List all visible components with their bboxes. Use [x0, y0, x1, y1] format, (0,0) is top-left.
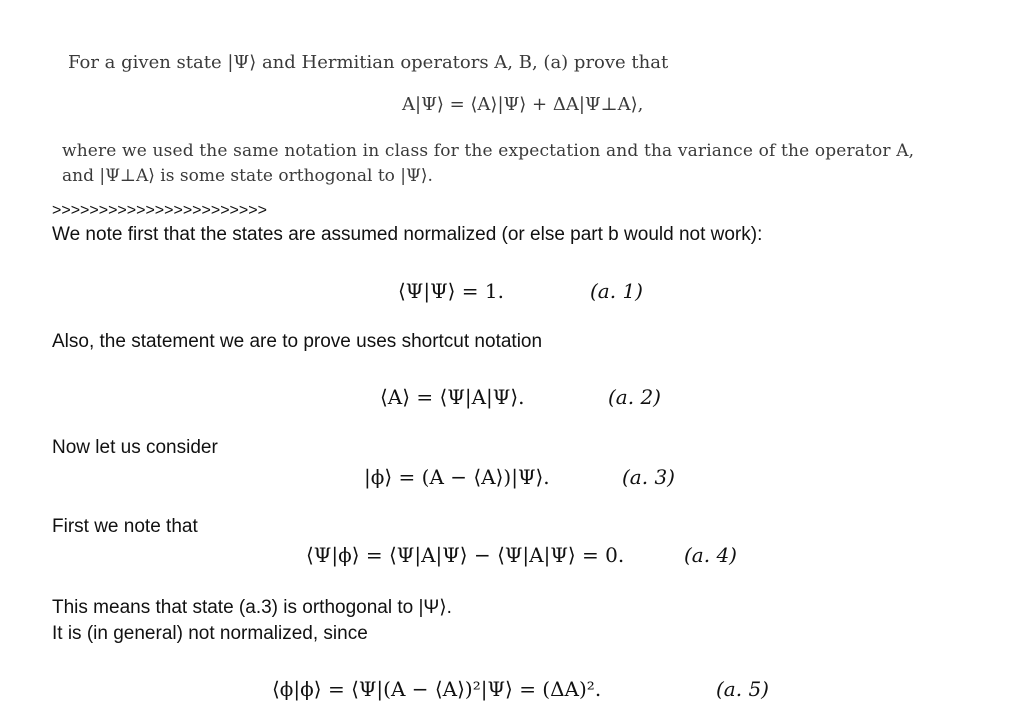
- note-normalized: We note first that the states are assumed normalized (or else part b would not work):: [52, 224, 763, 245]
- problem-where-line2: and |Ψ⊥A⟩ is some state orthogonal to |Ψ⟩.: [62, 166, 433, 186]
- equation-a5: ⟨ϕ|ϕ⟩ = ⟨Ψ|(A − ⟨A⟩)²|Ψ⟩ = (ΔA)².: [272, 677, 602, 701]
- problem-where-line1: where we used the same notation in class for the expectation and tha variance of the operator A,: [62, 141, 915, 161]
- label-a2: (a. 2): [608, 385, 661, 409]
- note-orthogonal: This means that state (a.3) is orthogonal to |Ψ⟩.: [52, 597, 452, 618]
- equation-a2: ⟨A⟩ = ⟨Ψ|A|Ψ⟩.: [380, 385, 525, 409]
- note-not-normalized: It is (in general) not normalized, since: [52, 623, 368, 644]
- problem-intro: For a given state |Ψ⟩ and Hermitian operators A, B, (a) prove that: [68, 52, 669, 73]
- equation-a1: ⟨Ψ|Ψ⟩ = 1.: [398, 279, 504, 303]
- equation-a4: ⟨Ψ|ϕ⟩ = ⟨Ψ|A|Ψ⟩ − ⟨Ψ|A|Ψ⟩ = 0.: [306, 543, 625, 567]
- separator-arrows: >>>>>>>>>>>>>>>>>>>>>>>: [52, 202, 267, 219]
- main-equation: A|Ψ⟩ = ⟨A⟩|Ψ⟩ + ΔA|Ψ⊥A⟩,: [402, 94, 644, 115]
- label-a3: (a. 3): [622, 465, 675, 489]
- note-first: First we note that: [52, 516, 198, 537]
- equation-a3: |ϕ⟩ = (A − ⟨A⟩)|Ψ⟩.: [364, 465, 550, 489]
- note-consider: Now let us consider: [52, 437, 218, 458]
- label-a4: (a. 4): [684, 543, 737, 567]
- note-shortcut: Also, the statement we are to prove uses shortcut notation: [52, 331, 543, 352]
- label-a5: (a. 5): [716, 677, 769, 701]
- label-a1: (a. 1): [590, 279, 643, 303]
